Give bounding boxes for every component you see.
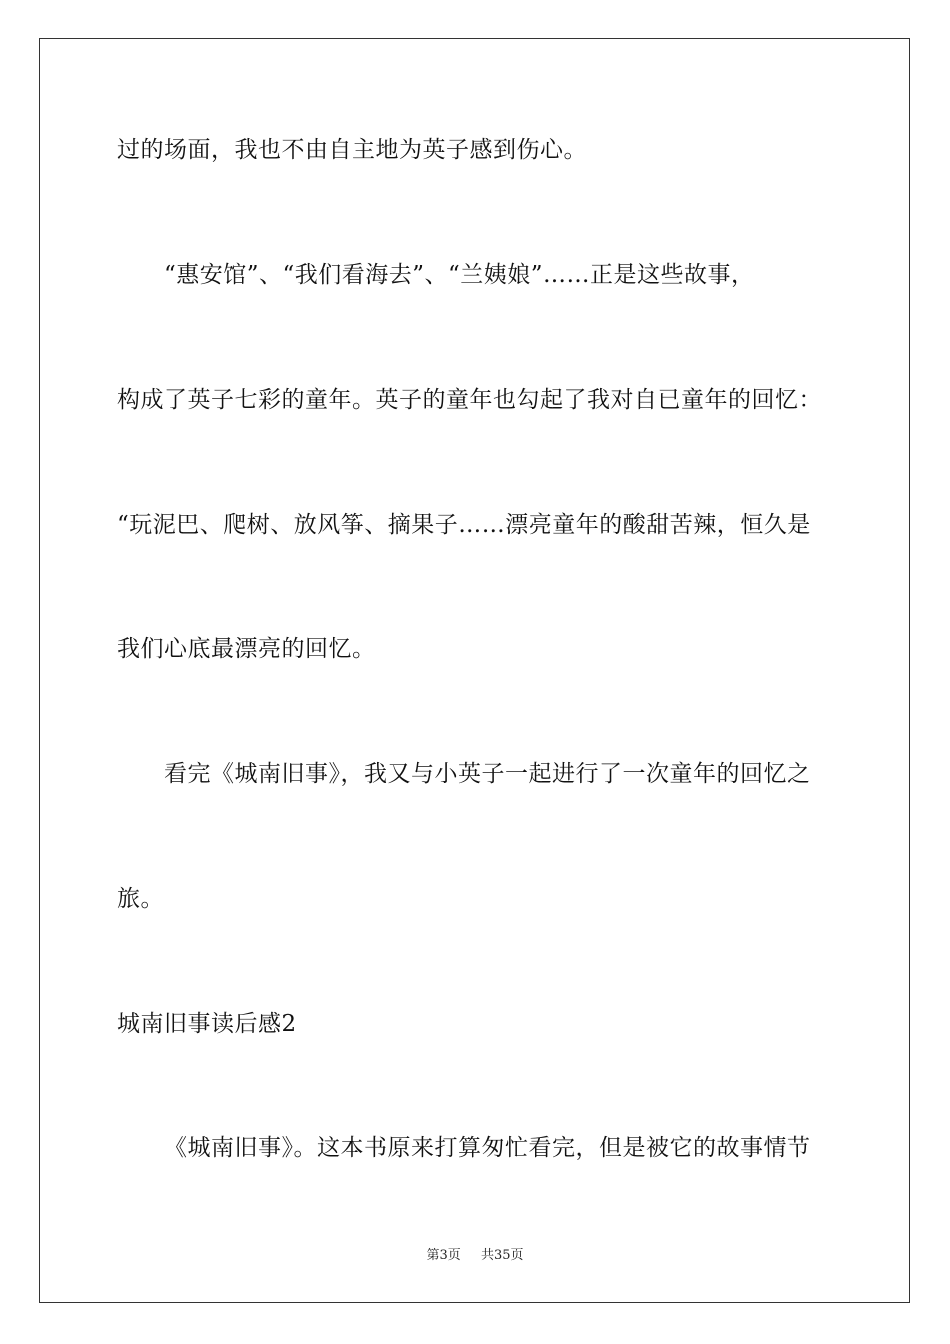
paragraph-line-7: 旅。 [117,886,164,912]
page-border [39,38,910,1303]
paragraph-line-9: 《城南旧事》。这本书原来打算匆忙看完，但是被它的故事情节 [164,1135,811,1161]
paragraph-line-3: 构成了英子七彩的童年。英子的童年也勾起了我对自已童年的回忆： [117,387,822,413]
paragraph-line-5: 我们心底最漂亮的回忆。 [117,636,376,662]
page-footer [0,1247,950,1265]
paragraph-line-4: “玩泥巴、爬树、放风筝、摘果子……漂亮童年的酸甜苦辣，恒久是 [117,512,811,538]
paragraph-line-1: 过的场面，我也不由自主地为英子感到伤心。 [117,137,587,163]
section-heading: 城南旧事读后感2 [117,1011,297,1037]
paragraph-line-6: 看完《城南旧事》，我又与小英子一起进行了一次童年的回忆之 [164,761,811,787]
paragraph-line-2: “惠安馆”、“我们看海去”、“兰姨娘”……正是这些故事， [164,262,755,288]
page-total: 共35页 [480,1248,524,1263]
page-number: 第3页 [426,1248,461,1263]
